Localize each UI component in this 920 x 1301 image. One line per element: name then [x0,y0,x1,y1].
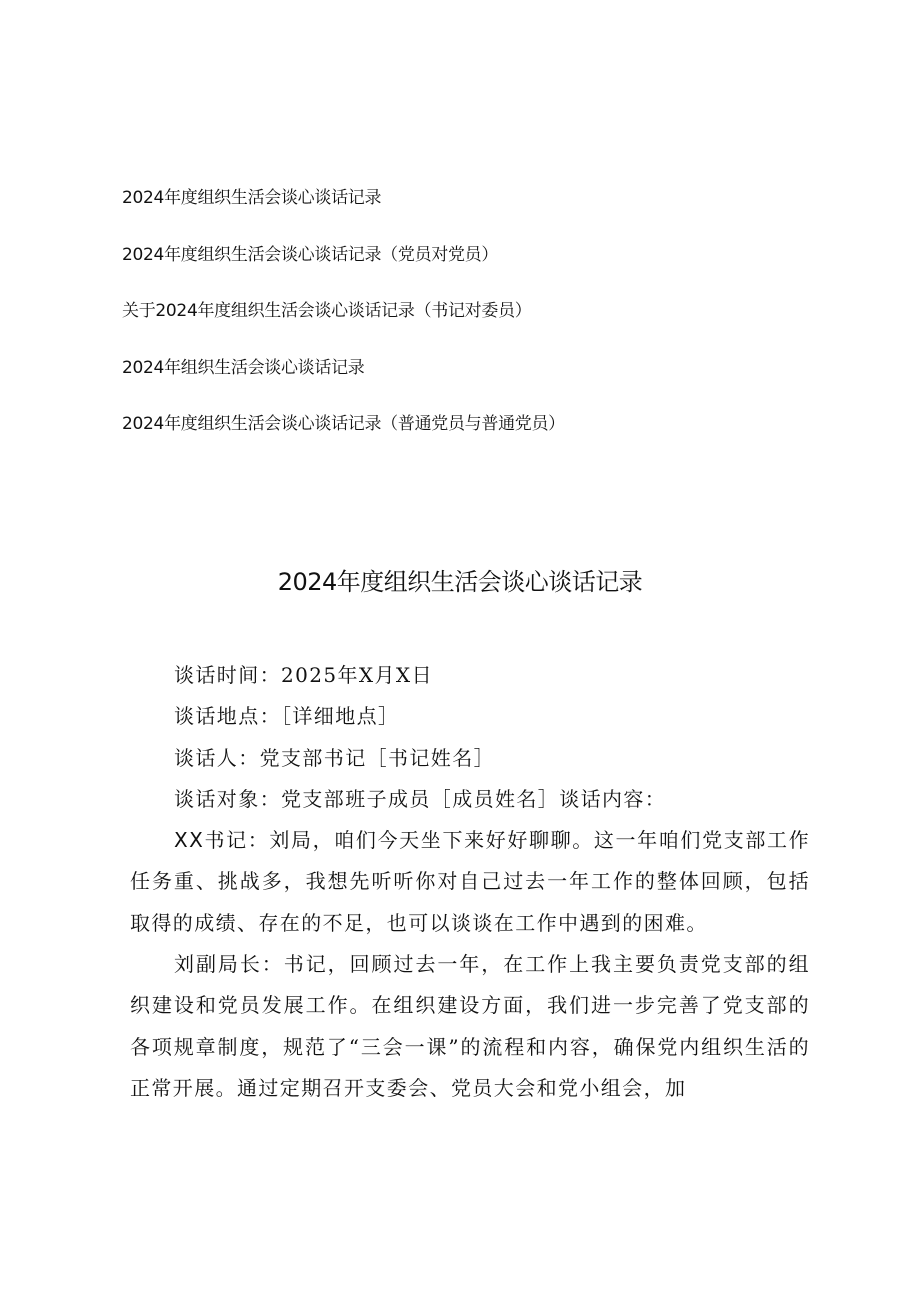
meta-target: 谈话对象：党支部班子成员［成员姓名］谈话内容： [174,786,667,811]
paragraph-speaker: XX书记： [174,828,270,853]
toc-item[interactable]: 关于2024年度组织生活会谈心谈话记录（书记对委员） [122,301,532,321]
paragraph-text: 刘局，咱们今天坐下来好好聊聊。这一年咱们党支部工作任务重、挑战多，我想先听听你对自己过去一年工作的整体回顾，包括取得的成绩、存在的不足，也可以谈谈在工作中遇到的困难。 [130,828,811,935]
document-title: 2024年度组织生活会谈心谈话记录 [277,568,643,596]
toc-item[interactable]: 2024年度组织生活会谈心谈话记录（党员对党员） [122,244,499,265]
toc-item[interactable]: 2024年度组织生活会谈心谈话记录 [122,188,382,208]
table-of-contents [122,186,862,469]
paragraph-speaker: 刘副局长： [174,952,284,977]
paragraph-text: 书记，回顾过去一年，在工作上我主要负责党支部的组织建设和党员发展工作。在组织建设方面，我们进一步完善了党支部的各项规章制度，规范了“三会一课”的流程和内容，确保党内组织生活的正常开展。通过定期召开支委会、党员大会和党小组会，加 [130,952,810,1100]
toc-item[interactable]: 2024年度组织生活会谈心谈话记录（普通党员与普通党员） [122,414,565,434]
paragraph [130,944,810,1109]
paragraph [130,820,810,944]
meta-speaker: 谈话人：党支部书记［书记姓名］ [174,745,495,770]
meta-time: 谈话时间：2025年X月X日 [174,663,433,687]
document-body [130,655,810,1109]
toc-item[interactable]: 2024年组织生活会谈心谈话记录 [122,357,365,378]
meta-place: 谈话地点：［详细地点］ [174,704,400,729]
